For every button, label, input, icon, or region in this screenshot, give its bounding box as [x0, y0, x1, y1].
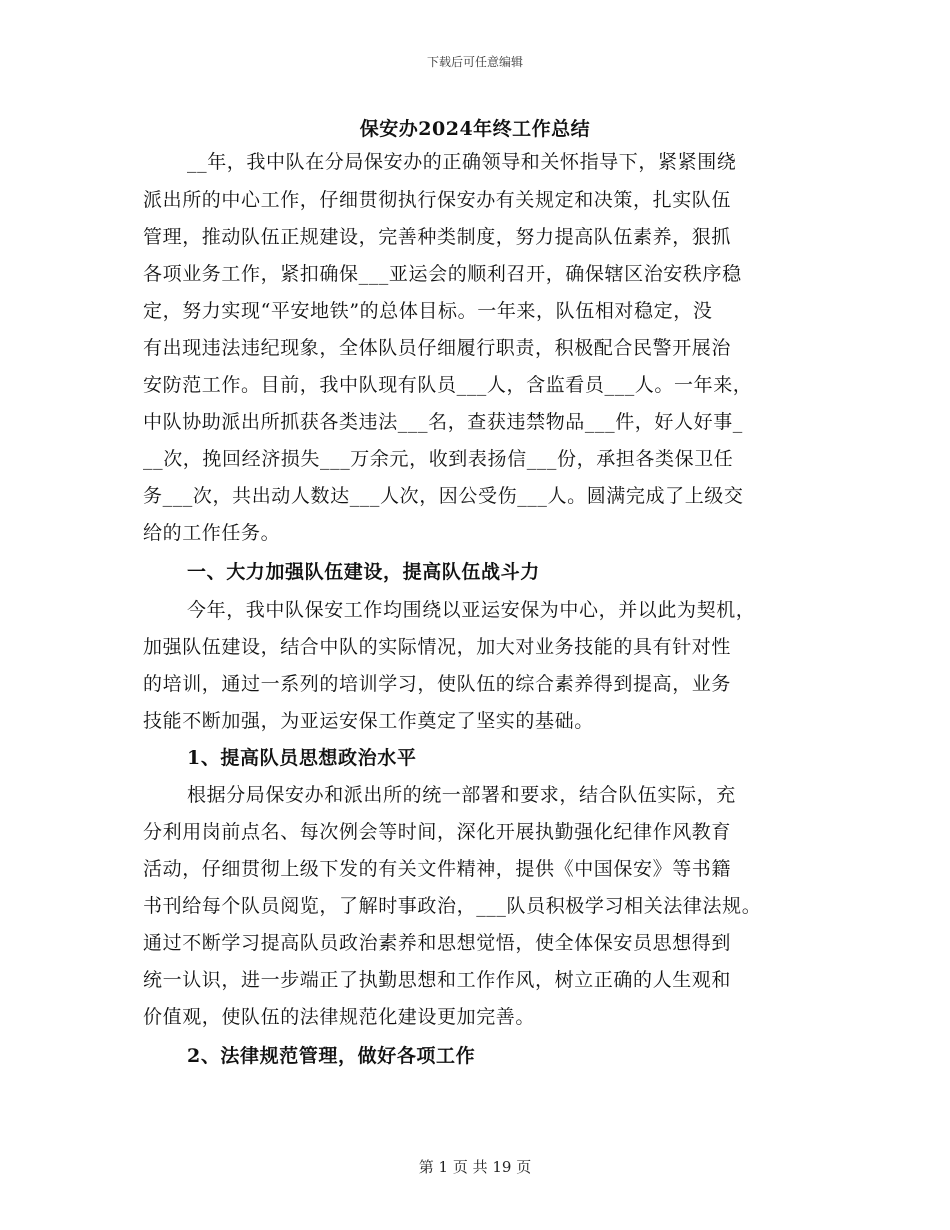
section-heading-3: 2、法律规范管理，做好各项工作	[187, 1045, 476, 1067]
paragraph-1-line: 管理，推动队伍正规建设，完善种类制度，努力提高队伍素养，狠抓	[143, 226, 732, 248]
paragraph-2-line: 加强队伍建设，结合中队的实际情况，加大对业务技能的具有针对性	[143, 636, 732, 658]
paragraph-1-line: 安防范工作。目前，我中队现有队员___人，含监看员___人。一年来，	[143, 374, 753, 396]
paragraph-3-line: 书刊给每个队员阅览，了解时事政治，___队员积极学习相关法律法规。	[143, 895, 762, 917]
page-header: 下载后可任意编辑	[426, 55, 523, 69]
paragraph-1-line: __次，挽回经济损失___万余元，收到表扬信___份，承担各类保卫任	[143, 448, 734, 470]
paragraph-1-line: 有出现违法违纪现象，全体队员仔细履行职责，积极配合民警开展治	[143, 337, 732, 359]
paragraph-1-line: 给的工作任务。	[143, 522, 281, 544]
paragraph-2-line: 的培训，通过一系列的培训学习，使队伍的综合素养得到提高，业务	[143, 673, 732, 695]
paragraph-1-line: __年，我中队在分局保安办的正确领导和关怀指导下，紧紧围绕	[187, 151, 737, 173]
paragraph-2-line: 今年，我中队保安工作均围绕以亚运安保为中心，并以此为契机，	[187, 599, 756, 621]
paragraph-1-line: 中队协助派出所抓获各类违法___名，查获违禁物品___件，好人好事_	[143, 411, 743, 433]
paragraph-3-line: 根据分局保安办和派出所的统一部署和要求，结合队伍实际，充	[187, 784, 736, 806]
paragraph-3-line: 统一认识，进一步端正了执勤思想和工作作风，树立正确的人生观和	[143, 969, 732, 991]
paragraph-3-line: 活动，仔细贯彻上级下发的有关文件精神，提供《中国保安》等书籍	[143, 858, 732, 880]
paragraph-1-line: 务___次，共出动人数达___人次，因公受伤___人。圆满完成了上级交	[143, 485, 744, 507]
paragraph-1-line: 各项业务工作，紧扣确保___亚运会的顺利召开，确保辖区治安秩序稳	[143, 263, 742, 285]
paragraph-3-line: 价值观，使队伍的法律规范化建设更加完善。	[143, 1006, 536, 1028]
paragraph-1-line: 派出所的中心工作，仔细贯彻执行保安办有关规定和决策，扎实队伍	[143, 189, 732, 211]
page-footer: 第 1 页 共 19 页	[418, 1158, 532, 1176]
paragraph-2-line: 技能不断加强，为亚运安保工作奠定了坚实的基础。	[143, 710, 594, 732]
paragraph-3-line: 分利用岗前点名、每次例会等时间，深化开展执勤强化纪律作风教育	[143, 821, 732, 843]
paragraph-3-line: 通过不断学习提高队员政治素养和思想觉悟，使全体保安员思想得到	[143, 932, 732, 954]
document-title: 保安办2024年终工作总结	[359, 118, 591, 140]
section-heading-1: 一、大力加强队伍建设，提高队伍战斗力	[187, 561, 540, 583]
section-heading-2: 1、提高队员思想政治水平	[187, 747, 417, 769]
paragraph-1-line: 定，努力实现“平安地铁”的总体目标。一年来，队伍相对稳定，没	[143, 300, 713, 322]
